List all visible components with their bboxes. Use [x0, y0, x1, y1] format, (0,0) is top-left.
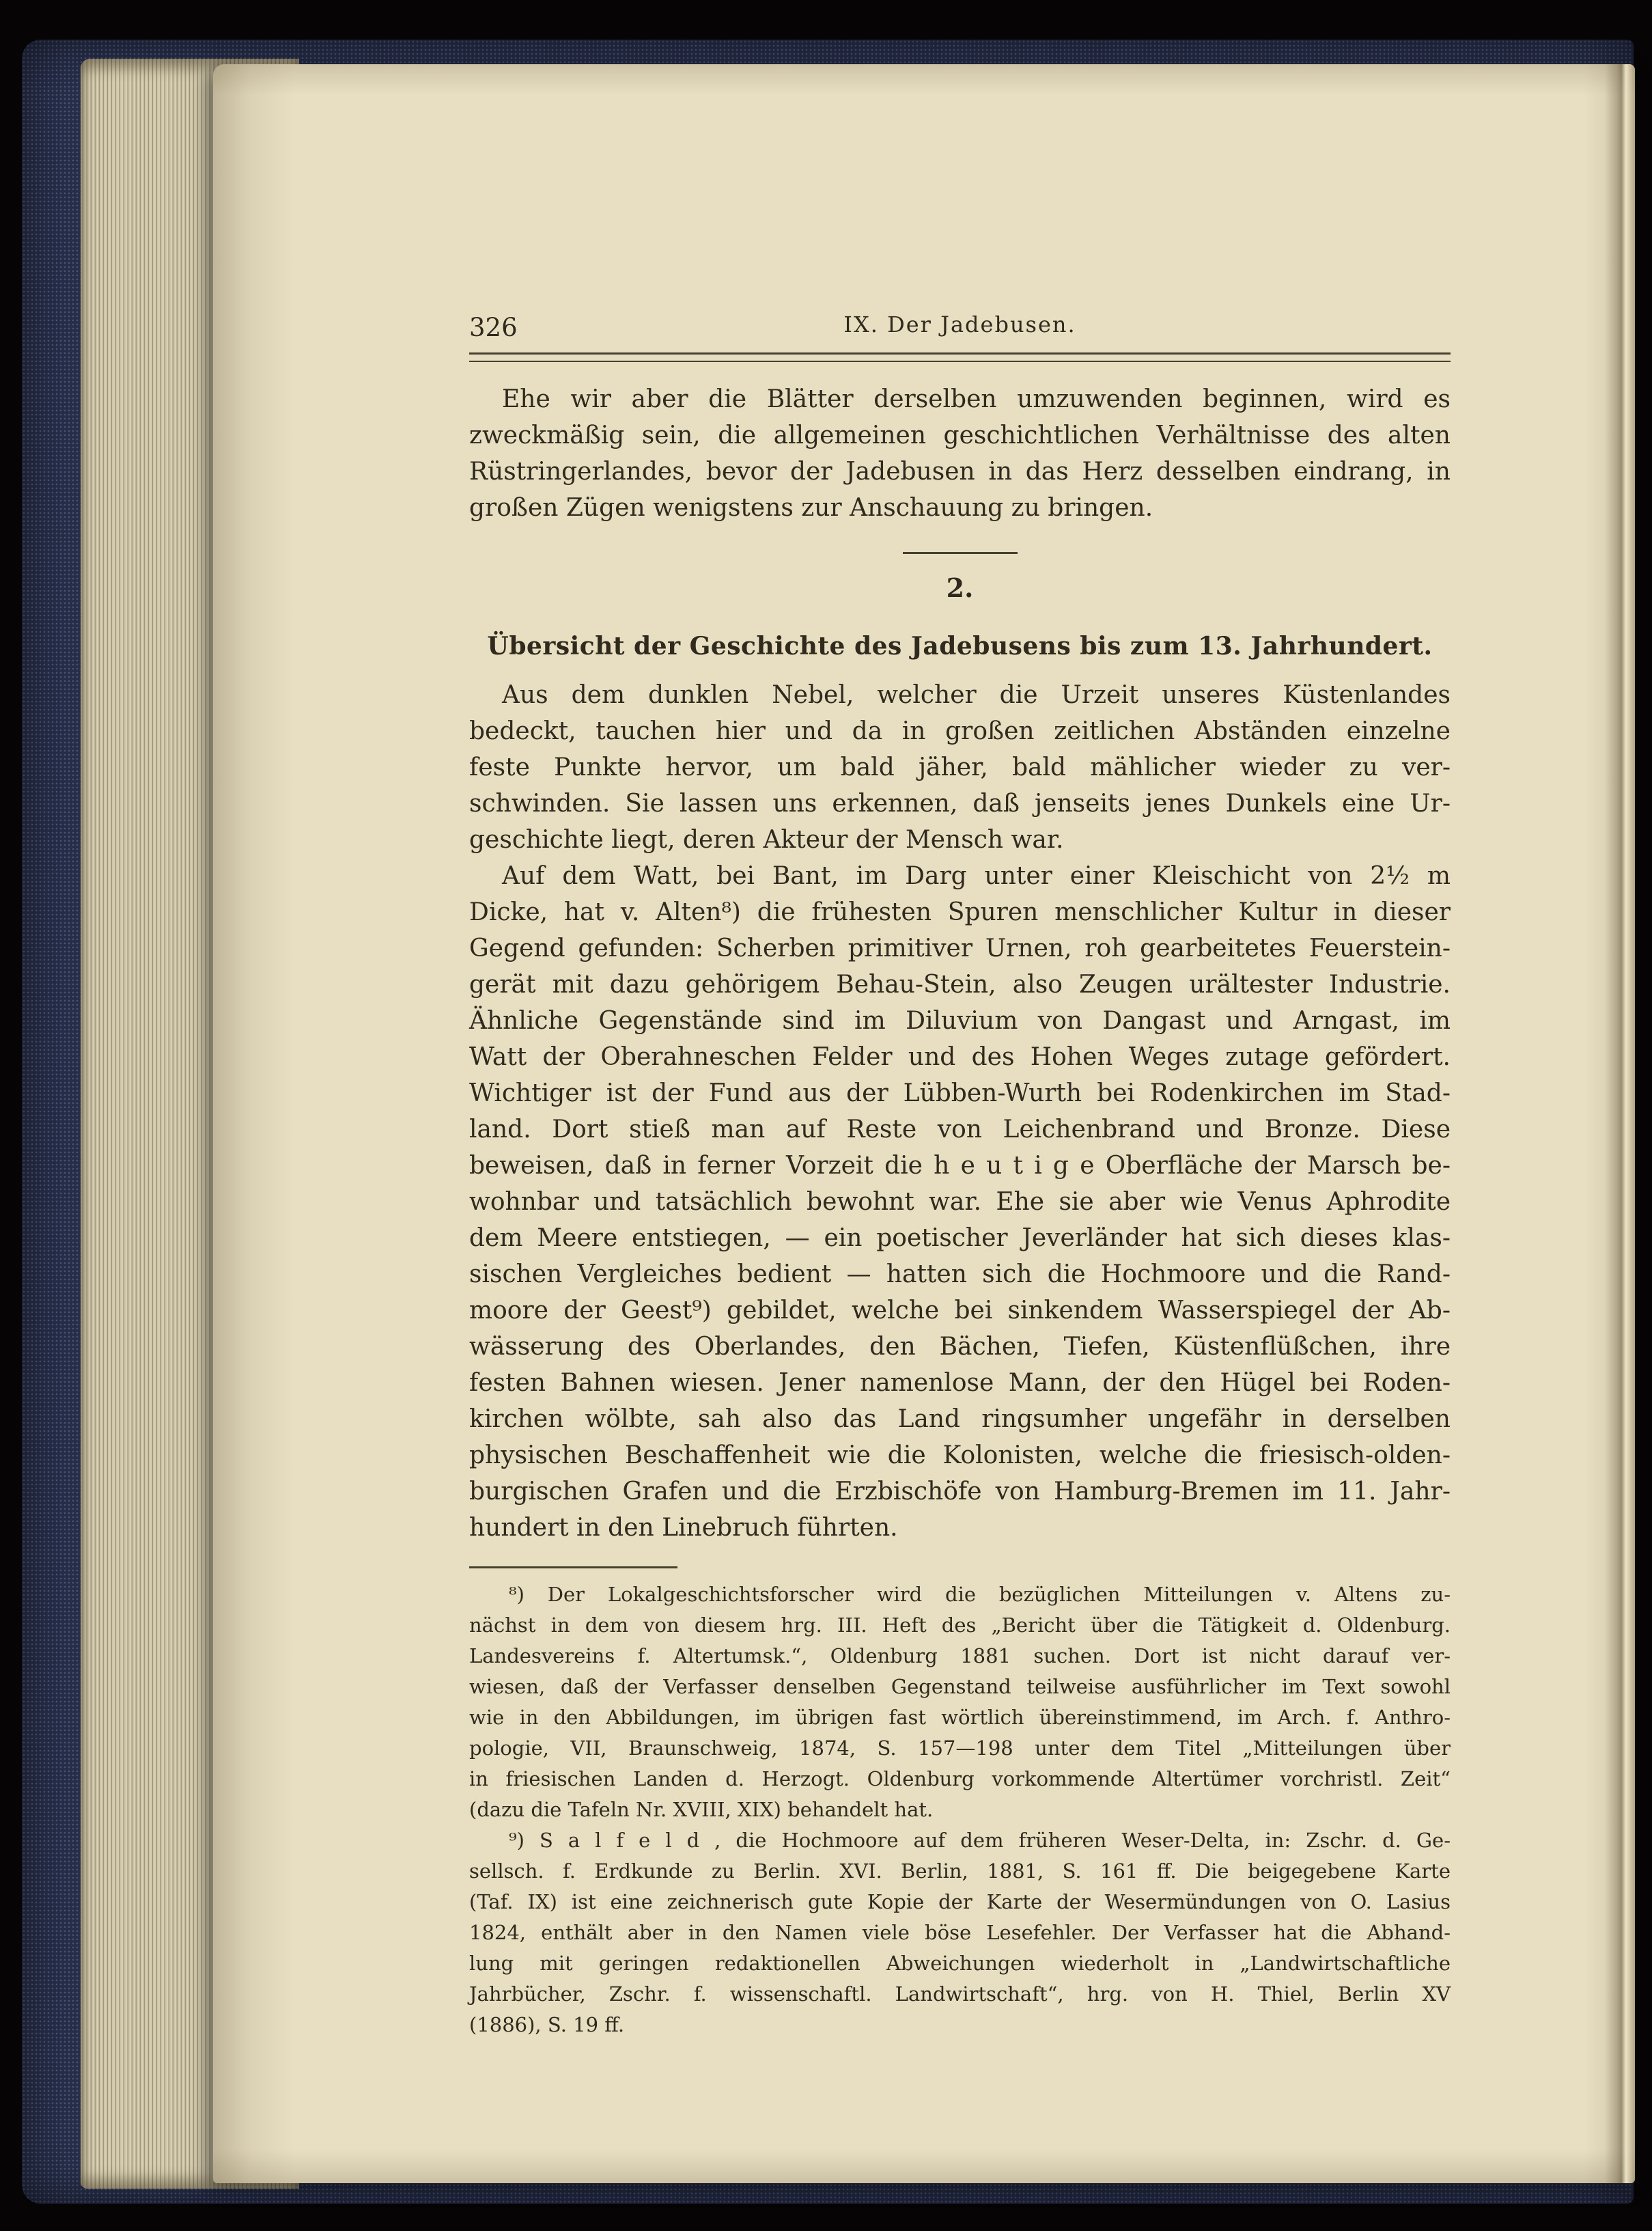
paragraph-line: feste Punkte hervor, um bald jäher, bald mählicher wieder zu ver-: [469, 753, 1451, 781]
paragraph-line: beweisen, daß in ferner Vorzeit die h e u t i g e Oberfläche der Marsch be-: [469, 1152, 1451, 1180]
footnote-line: ⁹) S a l f e l d , die Hochmoore auf dem früheren Weser-Delta, in: Zschr. d. Ge-: [509, 1829, 1451, 1852]
paragraph-line: sischen Vergleiches bedient — hatten sich die Hochmoore und die Rand-: [469, 1260, 1451, 1288]
paragraph-line: dem Meere entstiegen, — ein poetischer Jeverländer hat sich dieses klas-: [469, 1224, 1451, 1252]
page-fold-edge: [1605, 64, 1635, 2183]
book-page: [213, 64, 1635, 2183]
paragraph-line: gerät mit dazu gehörigem Behau-Stein, also Zeugen urältester Industrie.: [469, 971, 1451, 999]
footnote-line: (Taf. IX) ist eine zeichnerisch gute Kopie der Karte der Wesermündungen von O. Lasius: [469, 1890, 1451, 1913]
footnote-line: 1824, enthält aber in den Namen viele böse Lesefehler. Der Verfasser hat die Abhand-: [469, 1921, 1451, 1944]
section-number: 2.: [946, 572, 974, 603]
paragraph-line: Ähnliche Gegenstände sind im Diluvium von Dangast und Arngast, im: [469, 1007, 1451, 1035]
paragraph-line: bedeckt, tauchen hier und da in großen zeitlichen Abständen einzelne: [469, 717, 1451, 745]
footnote-line: Landesvereins f. Altertumsk.“, Oldenburg 1881 suchen. Dort ist nicht darauf ver-: [469, 1644, 1451, 1667]
footnote-line: lung mit geringen redaktionellen Abweichungen wiederholt in „Landwirtschaftliche: [469, 1952, 1451, 1975]
footnote-line: wie in den Abbildungen, im übrigen fast wörtlich übereinstimmend, im Arch. f. Anthro-: [469, 1706, 1451, 1729]
footnote-line: nächst in dem von diesem hrg. III. Heft des „Bericht über die Tätigkeit d. Oldenburg.: [469, 1613, 1451, 1637]
page-content: [469, 311, 1451, 2040]
paragraph-line: land. Dort stieß man auf Reste von Leichenbrand und Bronze. Diese: [469, 1116, 1451, 1144]
paragraph-line: burgischen Grafen und die Erzbischöfe von Hamburg-Bremen im 11. Jahr-: [469, 1478, 1451, 1506]
footnote-separator-rule: [469, 1566, 677, 1568]
paragraph-3: [469, 858, 1451, 1546]
footnote-line: wiesen, daß der Verfasser denselben Gegenstand teilweise ausführlicher im Text sowohl: [469, 1675, 1451, 1698]
footnote-line: pologie, VII, Braunschweig, 1874, S. 157—198 unter dem Titel „Mitteilungen über: [469, 1736, 1451, 1760]
paragraph-line: Watt der Oberahneschen Felder und des Hohen Weges zutage gefördert.: [469, 1043, 1451, 1071]
paragraph-line: hundert in den Linebruch führten.: [469, 1514, 898, 1542]
section-heading: Übersicht der Geschichte des Jadebusens bis zum 13. Jahrhundert.: [487, 632, 1433, 661]
paragraph-line: großen Zügen wenigstens zur Anschauung zu bringen.: [469, 494, 1153, 522]
header-rule: [469, 352, 1451, 362]
footnote-line: sellsch. f. Erdkunde zu Berlin. XVI. Berlin, 1881, S. 161 ff. Die beigegebene Karte: [469, 1859, 1451, 1883]
paragraph-line: moore der Geest⁹) gebildet, welche bei sinkendem Wasserspiegel der Ab-: [469, 1297, 1451, 1325]
footnote-line: (1886), S. 19 ff.: [469, 2013, 625, 2036]
running-title: IX. Der Jadebusen.: [843, 311, 1076, 337]
paragraph-line: wässerung des Oberlandes, den Bächen, Tiefen, Küstenflüßchen, ihre: [469, 1333, 1451, 1361]
footnote-line: Jahrbücher, Zschr. f. wissenschaftl. Landwirtschaft“, hrg. von H. Thiel, Berlin XV: [469, 1982, 1451, 2006]
page-number: 326: [469, 313, 518, 342]
paragraph-line: Rüstringerlandes, bevor der Jadebusen in das Herz desselben eindrang, in: [469, 458, 1451, 486]
paragraph-line: Dicke, hat v. Alten⁸) die frühesten Spuren menschlicher Kultur in dieser: [469, 898, 1451, 926]
paragraph-line: Aus dem dunklen Nebel, welcher die Urzeit unseres Küstenlandes: [502, 681, 1451, 709]
footnote-line: in friesischen Landen d. Herzogt. Oldenburg vorkommende Altertümer vorchristl. Zeit“: [469, 1767, 1451, 1790]
intro-paragraph: [469, 381, 1451, 526]
paragraph-line: kirchen wölbte, sah also das Land ringsumher ungefähr in derselben: [469, 1405, 1451, 1433]
footnote-line: ⁸) Der Lokalgeschichtsforscher wird die bezüglichen Mitteilungen v. Altens zu-: [509, 1583, 1451, 1606]
paragraph-line: geschichte liegt, deren Akteur der Mensch war.: [469, 826, 1064, 854]
paragraph-line: Ehe wir aber die Blätter derselben umzuwenden beginnen, wird es: [502, 385, 1451, 413]
footnote-8: [469, 1579, 1451, 1825]
footnote-line: (dazu die Tafeln Nr. XVIII, XIX) behandelt hat.: [469, 1798, 934, 1821]
section-divider-rule: [903, 552, 1018, 554]
paragraph-line: wohnbar und tatsächlich bewohnt war. Ehe sie aber wie Venus Aphrodite: [469, 1188, 1451, 1216]
footnote-9: [469, 1825, 1451, 2040]
page-header: [469, 311, 1451, 344]
paragraph-line: Gegend gefunden: Scherben primitiver Urnen, roh gearbeitetes Feuerstein-: [469, 934, 1451, 962]
paragraph-2: [469, 677, 1451, 858]
paragraph-line: physischen Beschaffenheit wie die Kolonisten, welche die friesisch-olden-: [469, 1441, 1451, 1469]
paragraph-line: Wichtiger ist der Fund aus der Lübben-Wurth bei Rodenkirchen im Stad-: [469, 1079, 1451, 1107]
paragraph-line: schwinden. Sie lassen uns erkennen, daß jenseits jenes Dunkels eine Ur-: [469, 790, 1451, 818]
paragraph-line: festen Bahnen wiesen. Jener namenlose Mann, der den Hügel bei Roden-: [469, 1369, 1451, 1397]
paragraph-line: zweckmäßig sein, die allgemeinen geschichtlichen Verhältnisse des alten: [469, 421, 1451, 449]
paragraph-line: Auf dem Watt, bei Bant, im Darg unter einer Kleischicht von 2½ m: [502, 862, 1451, 890]
